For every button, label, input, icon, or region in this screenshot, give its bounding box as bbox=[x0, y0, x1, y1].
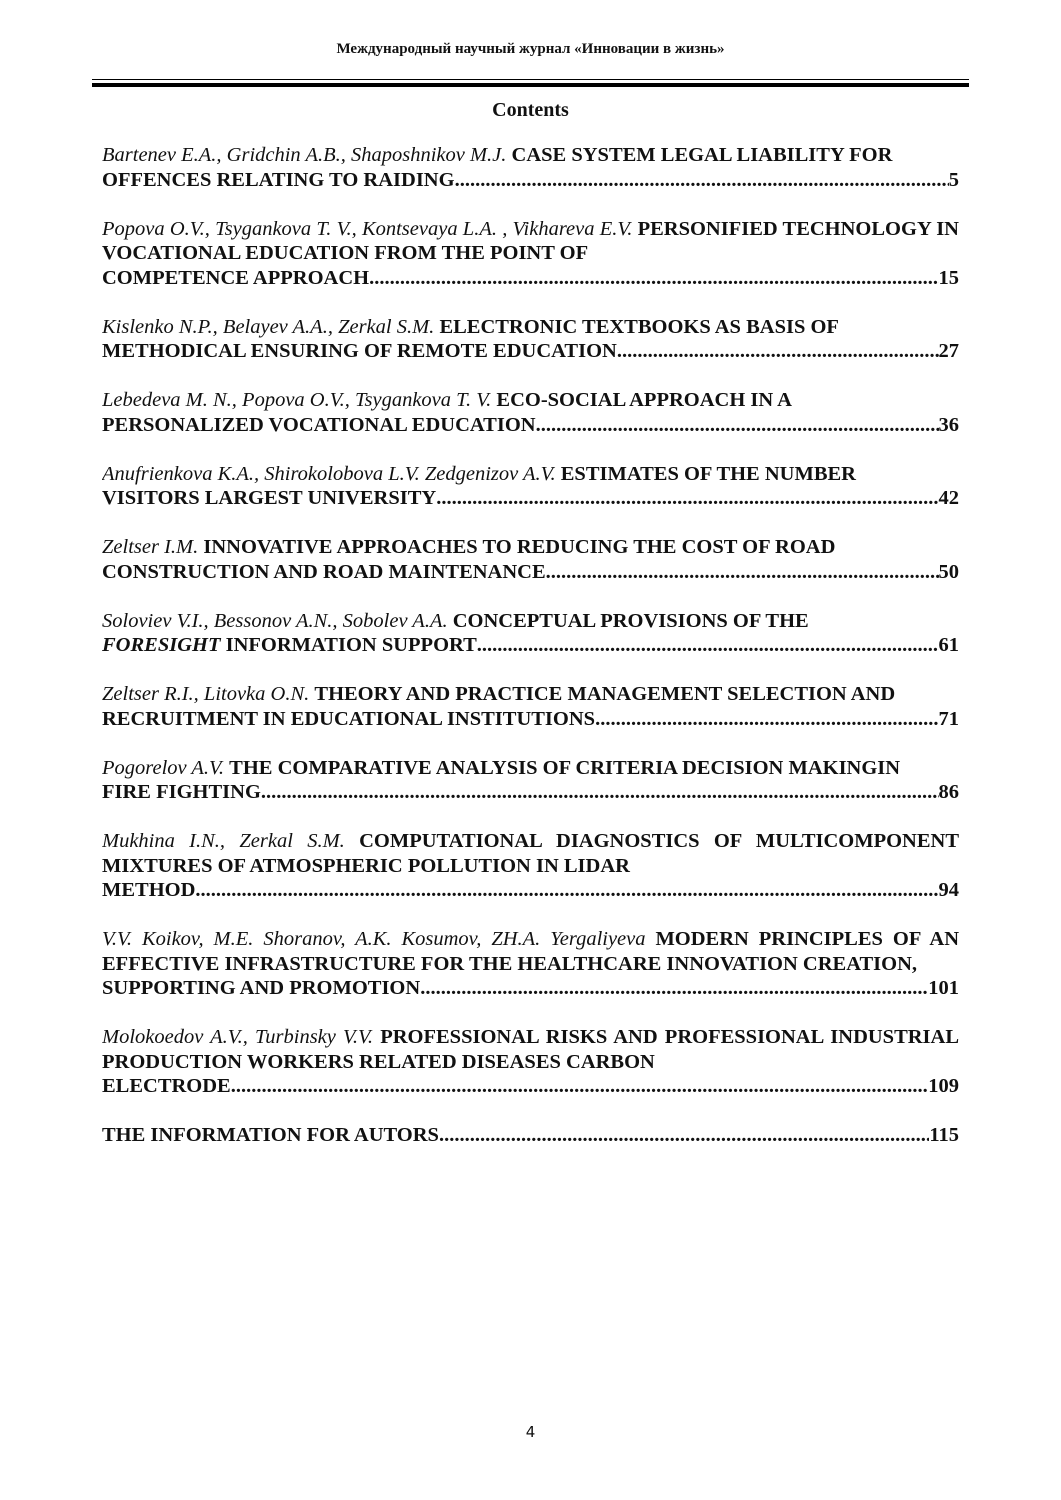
entry-title-end: METHODICAL ENSURING OF REMOTE EDUCATION bbox=[102, 340, 617, 362]
dot-leader bbox=[231, 1074, 929, 1099]
entry-title: ECO-SOCIAL APPROACH IN A bbox=[496, 389, 792, 411]
entry-title-last-line bbox=[102, 413, 959, 438]
entry-authors: Bartenev E.A., Gridchin A.B., Shaposhnikov M.J. bbox=[102, 144, 507, 166]
toc-entry[interactable] bbox=[102, 217, 959, 291]
entry-title: COMPUTATIONAL DIAGNOSTICS OF MULTICOMPONENT MIXTURES OF ATMOSPHERIC POLLUTION IN LIDAR bbox=[102, 830, 959, 877]
toc-entry[interactable] bbox=[102, 1123, 959, 1148]
toc-entry[interactable] bbox=[102, 462, 959, 511]
entry-authors: Kislenko N.P., Belayev A.A., Zerkal S.M. bbox=[102, 315, 435, 338]
entry-page-number: 42 bbox=[938, 487, 959, 509]
entry-title-last-line bbox=[102, 878, 959, 903]
entry-title-last-line bbox=[102, 780, 959, 805]
entry-page-number: 61 bbox=[938, 634, 959, 656]
entry-title-end: COMPETENCE APPROACH bbox=[102, 266, 370, 289]
entry-page-number: 86 bbox=[938, 781, 959, 803]
toc-entry[interactable] bbox=[102, 1025, 959, 1099]
entry-title-last-line bbox=[102, 339, 959, 364]
entry-title-last-line bbox=[102, 707, 959, 732]
entry-title-last-line bbox=[102, 976, 959, 1001]
entry-page-number: 94 bbox=[938, 879, 959, 901]
toc-entry[interactable] bbox=[102, 143, 959, 192]
entry-title: CONCEPTUAL PROVISIONS OF THE bbox=[452, 609, 809, 632]
entry-title: THEORY AND PRACTICE MANAGEMENT SELECTION AND bbox=[314, 683, 896, 705]
dot-leader bbox=[261, 780, 939, 805]
header-rule-thick bbox=[92, 83, 969, 87]
dot-leader bbox=[455, 168, 949, 193]
entry-title-last-line bbox=[102, 168, 959, 193]
entry-page-number: 15 bbox=[938, 266, 959, 289]
entry-authors: Molokoedov A.V., Turbinsky V.V. bbox=[102, 1026, 374, 1048]
entry-page-number: 27 bbox=[938, 340, 959, 362]
dot-leader bbox=[617, 339, 939, 364]
entry-title-end bbox=[102, 633, 477, 658]
dot-leader bbox=[195, 878, 938, 903]
toc-entry[interactable] bbox=[102, 315, 959, 364]
entry-title-end: METHOD bbox=[102, 879, 196, 901]
entry-authors: Soloviev V.I., Bessonov A.N., Sobolev A.A. bbox=[102, 609, 448, 632]
entry-authors: Mukhina I.N., Zerkal S.M. bbox=[102, 830, 345, 852]
entry-authors: Zeltser R.I., Litovka O.N. bbox=[102, 683, 310, 705]
entry-title-end: ELECTRODE bbox=[102, 1075, 231, 1097]
entry-title-end-text: INFORMATION SUPPORT bbox=[220, 634, 477, 656]
entry-page-number: 36 bbox=[938, 413, 959, 436]
entry-authors: Lebedeva M. N., Popova O.V., Tsygankova T. V. bbox=[102, 389, 492, 411]
entry-page-number: 115 bbox=[929, 1124, 959, 1146]
entry-title-end: OFFENCES RELATING TO RAIDING bbox=[102, 168, 455, 191]
dot-leader bbox=[536, 413, 939, 438]
entry-title-end: FIRE FIGHTING bbox=[102, 781, 261, 803]
entry-title: ELECTRONIC TEXTBOOKS AS BASIS OF bbox=[439, 315, 839, 338]
toc-entry[interactable] bbox=[102, 609, 959, 658]
entry-title-last-line bbox=[102, 266, 959, 291]
entry-authors: Popova O.V., Tsygankova T. V., Kontsevaya L.A. , Vikhareva E.V. bbox=[102, 217, 633, 240]
entry-title-last-line bbox=[102, 1123, 959, 1148]
entry-title-italic-term: FORESIGHT bbox=[102, 634, 221, 656]
dot-leader bbox=[369, 266, 938, 291]
entry-title-end: RECRUITMENT IN EDUCATIONAL INSTITUTIONS bbox=[102, 707, 596, 730]
toc-entry[interactable] bbox=[102, 829, 959, 903]
entry-page-number: 101 bbox=[928, 977, 959, 999]
entry-title-end: VISITORS LARGEST UNIVERSITY bbox=[102, 487, 437, 509]
entry-title: INNOVATIVE APPROACHES TO REDUCING THE COST OF ROAD bbox=[203, 536, 836, 558]
entry-title-end: PERSONALIZED VOCATIONAL EDUCATION bbox=[102, 413, 536, 436]
entry-title-last-line bbox=[102, 1074, 959, 1099]
dot-leader bbox=[477, 633, 939, 658]
dot-leader bbox=[420, 976, 928, 1001]
header-rule-thin bbox=[92, 79, 969, 80]
dot-leader bbox=[436, 486, 938, 511]
dot-leader bbox=[546, 560, 939, 585]
entry-title-last-line bbox=[102, 486, 959, 511]
entry-title-end: THE INFORMATION FOR AUTORS bbox=[102, 1124, 439, 1146]
dot-leader bbox=[439, 1123, 929, 1148]
toc-entry[interactable] bbox=[102, 535, 959, 584]
entry-title: PERSONIFIED TECHNOLOGY IN VOCATIONAL EDUCATION FROM THE POINT OF bbox=[102, 217, 959, 264]
running-header: Международный научный журнал «Инновации в жизнь» bbox=[336, 41, 725, 57]
table-of-contents bbox=[102, 143, 959, 1172]
entry-authors: Anufrienkova K.A., Shirokolobova L.V. Zedgenizov A.V. bbox=[102, 462, 556, 485]
entry-title: PROFESSIONAL RISKS AND PROFESSIONAL INDUSTRIAL PRODUCTION WORKERS RELATED DISEASES CARBON bbox=[102, 1026, 959, 1073]
entry-title: MODERN PRINCIPLES OF AN EFFECTIVE INFRASTRUCTURE FOR THE HEALTHCARE INNOVATION CREATION, bbox=[102, 928, 959, 975]
entry-authors: V.V. Koikov, M.E. Shoranov, A.K. Kosumov, ZH.A. Yergaliyeva bbox=[102, 928, 646, 950]
dot-leader bbox=[595, 707, 938, 732]
page-number: 4 bbox=[525, 1423, 536, 1441]
toc-entry[interactable] bbox=[102, 682, 959, 731]
entry-authors: Zeltser I.M. bbox=[102, 536, 199, 558]
toc-entry[interactable] bbox=[102, 927, 959, 1001]
entry-page-number: 5 bbox=[948, 168, 959, 191]
entry-title-last-line bbox=[102, 560, 959, 585]
entry-page-number: 109 bbox=[928, 1075, 959, 1097]
contents-heading: Contents bbox=[492, 99, 569, 121]
entry-page-number: 50 bbox=[938, 560, 959, 583]
entry-title-end: SUPPORTING AND PROMOTION bbox=[102, 977, 421, 999]
entry-page-number: 71 bbox=[938, 707, 959, 730]
entry-title: THE COMPARATIVE ANALYSIS OF CRITERIA DECISION MAKINGIN bbox=[229, 756, 901, 779]
entry-title: ESTIMATES OF THE NUMBER bbox=[560, 462, 856, 485]
entry-title-last-line bbox=[102, 633, 959, 658]
entry-title-end: CONSTRUCTION AND ROAD MAINTENANCE bbox=[102, 560, 546, 583]
toc-entry[interactable] bbox=[102, 756, 959, 805]
entry-authors: Pogorelov A.V. bbox=[102, 756, 225, 779]
entry-title: CASE SYSTEM LEGAL LIABILITY FOR bbox=[511, 144, 893, 166]
toc-entry[interactable] bbox=[102, 388, 959, 437]
